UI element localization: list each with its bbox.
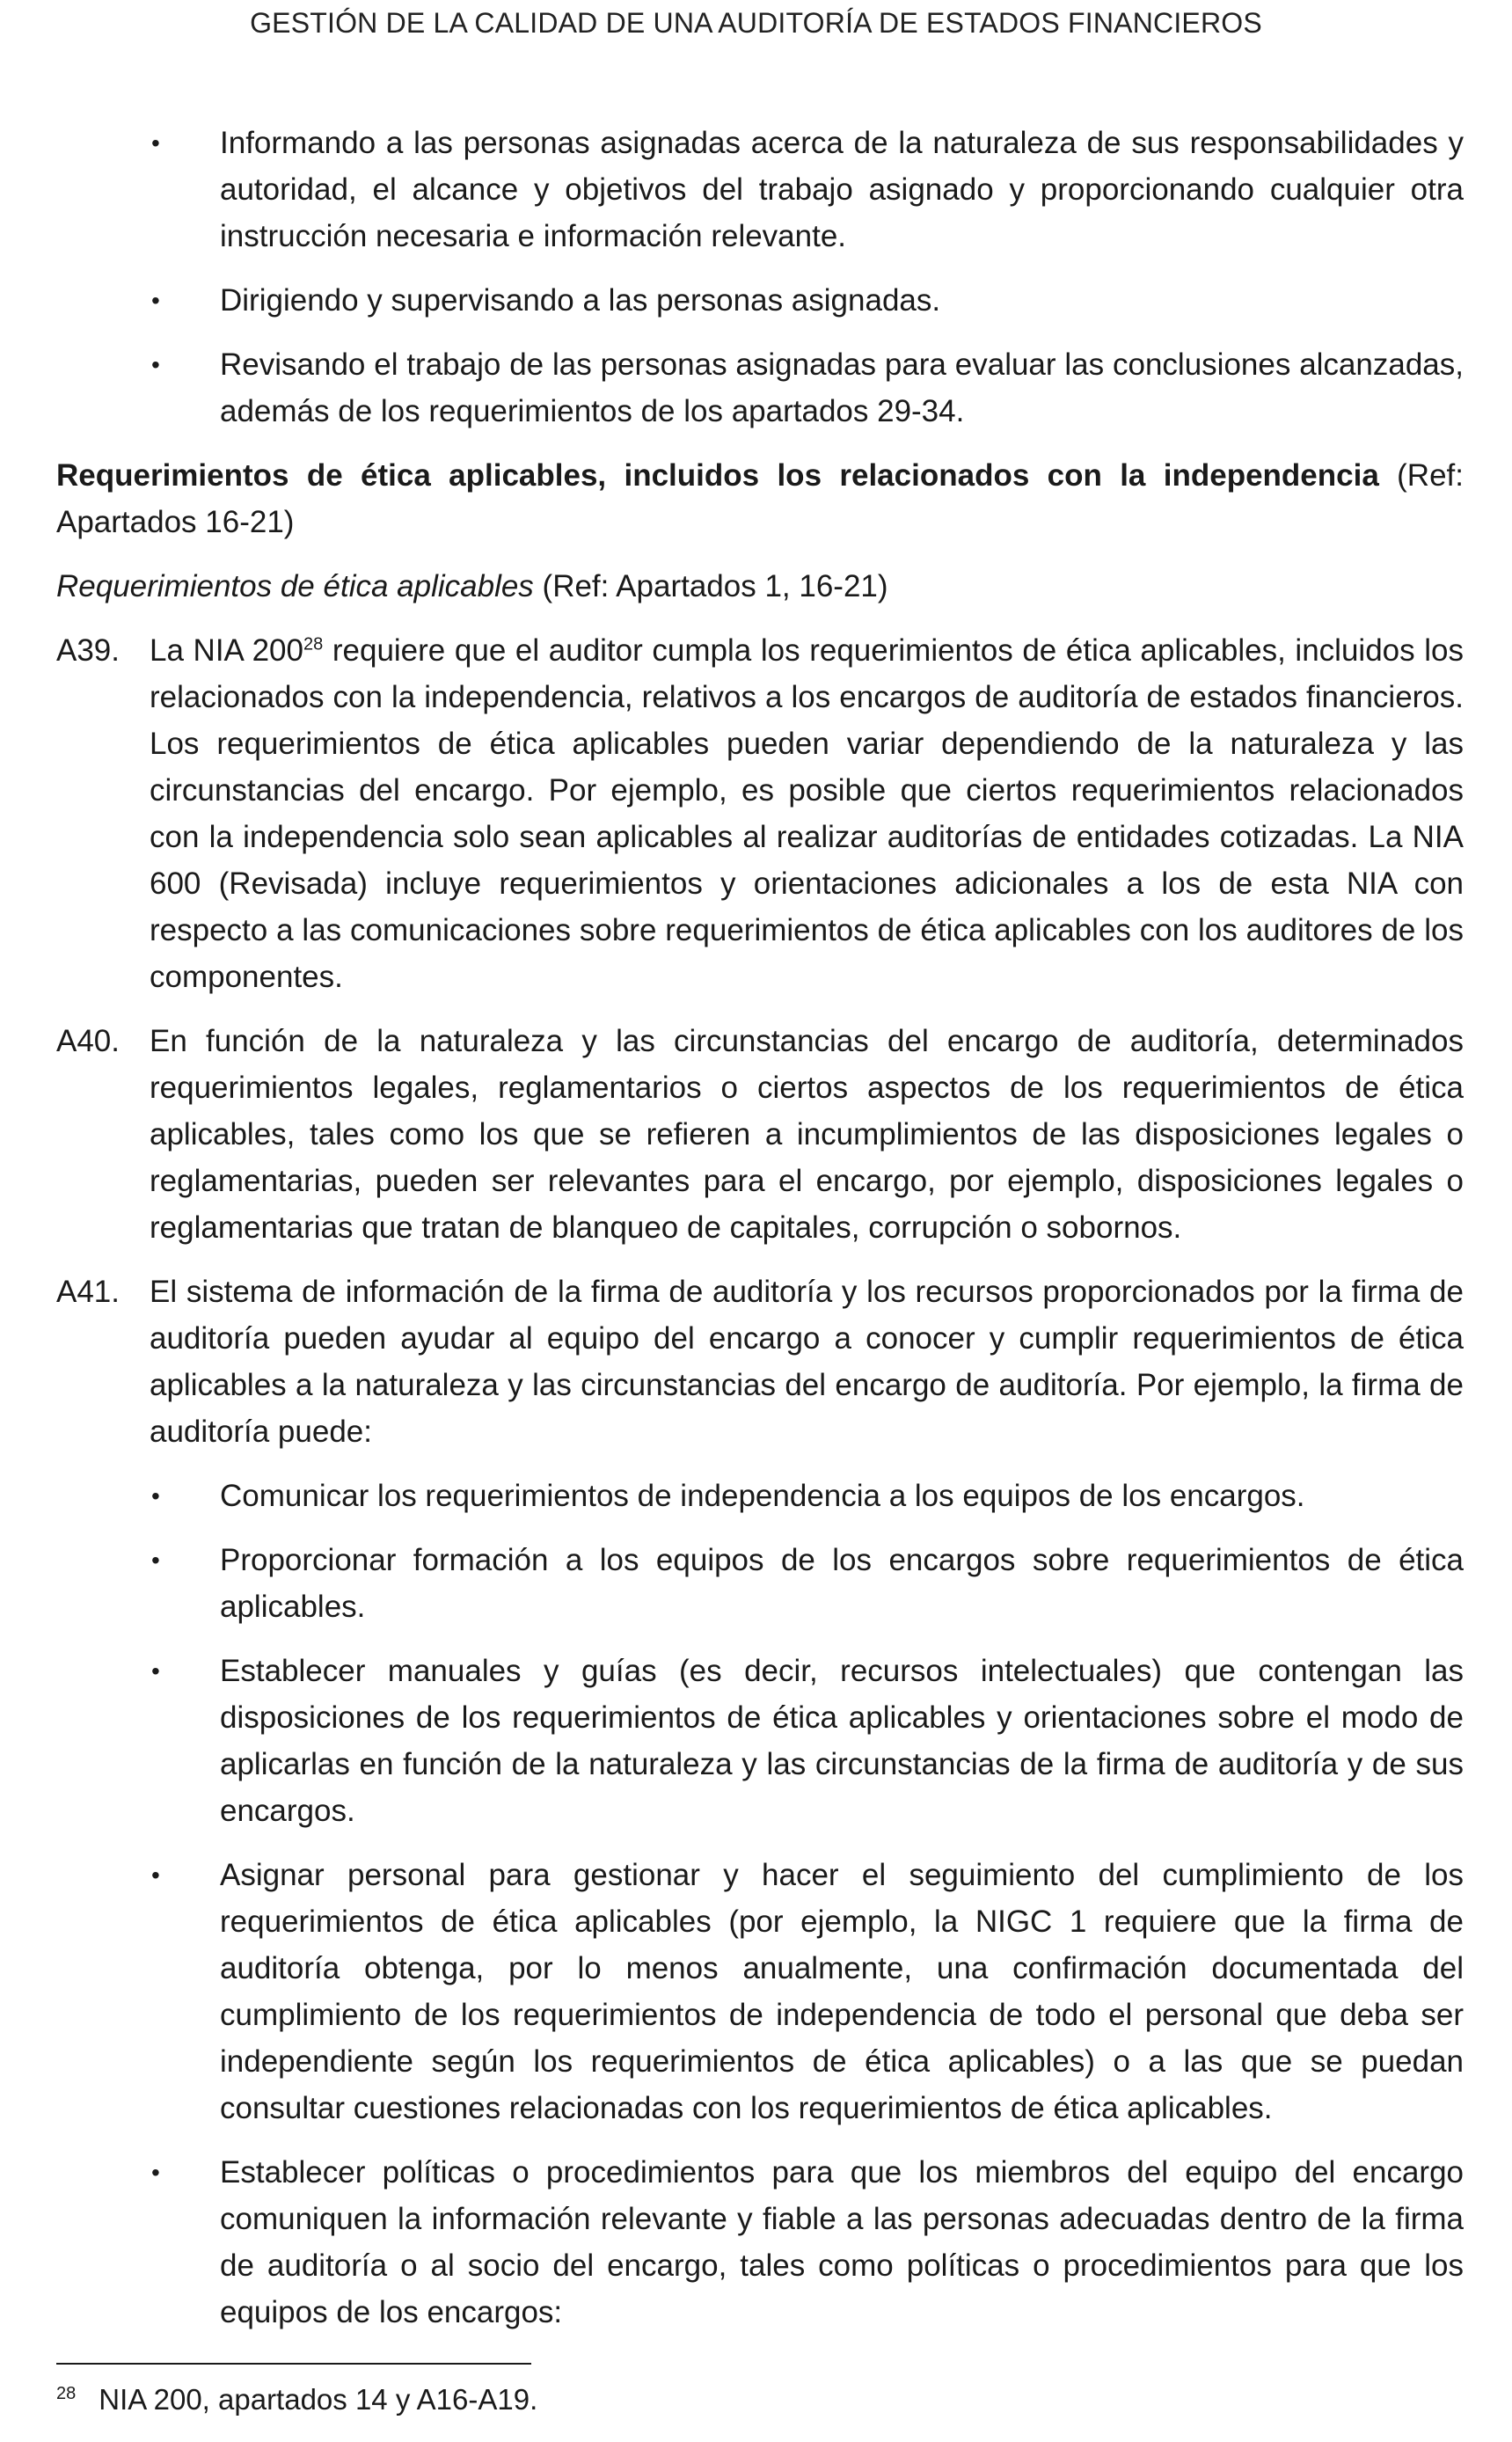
subsection-heading-title: Requerimientos de ética aplicables [56,569,534,603]
page-body [56,120,1464,2353]
paragraph-text-rest: requiere que el auditor cumpla los requerimientos de ética aplicables, incluidos los relacionados con la independencia, relativos a los encargos de auditoría de estados financieros. Los requerimientos de ética aplicables pueden variar dependiendo de la naturaleza y las circunstancias del encargo. Por ejemplo, es posible que ciertos requerimientos relacionados con la independencia solo sean aplicables al realizar auditorías de entidades cotizadas. La NIA 600 (Revisada) incluye requerimientos y orientaciones adicionales a los de esta NIA con respecto a las comunicaciones sobre requerimientos de ética aplicables con los auditores de los componentes. [150,633,1464,994]
bullet-icon: • [151,2159,160,2186]
section-heading [56,452,1464,545]
bullet-icon: • [151,129,160,157]
list-item [56,120,1464,260]
paragraph-a41 [56,1269,1464,1455]
list-item [56,1537,1464,1630]
footnote-divider [56,2363,531,2365]
list-item [56,277,1464,324]
list-item-text: Establecer políticas o procedimientos para que los miembros del equipo del encargo comuniquen la información relevante y fiable a las personas adecuadas dentro de la firma de auditoría o al socio del encargo, tales como políticas o procedimientos para que los equipos de los encargos: [220,2155,1464,2329]
list-item [56,1473,1464,1519]
paragraph-a39 [56,627,1464,1000]
bullet-icon: • [151,1657,160,1685]
list-item-text: Proporcionar formación a los equipos de los encargos sobre requerimientos de ética aplicables. [220,1543,1464,1624]
subsection-heading-ref: (Ref: Apartados 1, 16-21) [533,569,888,603]
paragraph-number: A39. [56,633,120,668]
list-item [56,1852,1464,2131]
list-item-text: Comunicar los requerimientos de independencia a los equipos de los encargos. [220,1479,1305,1513]
paragraph-number: A40. [56,1024,120,1058]
paragraph-text: En función de la naturaleza y las circunstancias del encargo de auditoría, determinados requerimientos legales, reglamentarios o ciertos aspectos de los requerimientos de ética aplicables, tales como los que se refieren a incumplimientos de las disposiciones legales o reglamentarias, pueden ser relevantes para el encargo, por ejemplo, disposiciones legales o reglamentarias que tratan de blanqueo de capitales, corrupción o sobornos. [150,1024,1464,1245]
footnote-number: 28 [56,2384,77,2403]
paragraph-text-start: La NIA 200 [150,633,303,668]
paragraph-a40 [56,1018,1464,1251]
bullet-icon: • [151,1546,160,1574]
bullet-icon: • [151,1482,160,1510]
footnote-reference[interactable]: 28 [303,634,324,654]
paragraph-number: A41. [56,1275,120,1309]
running-header: GESTIÓN DE LA CALIDAD DE UNA AUDITORÍA DE ESTADOS FINANCIEROS [250,7,1262,39]
bullet-icon: • [151,287,160,314]
subsection-heading [56,563,1464,610]
list-item-text: Dirigiendo y supervisando a las personas asignadas. [220,283,941,318]
intro-bullet-list [56,120,1464,435]
list-item [56,2149,1464,2336]
a41-bullet-list [56,1473,1464,2336]
list-item-text: Asignar personal para gestionar y hacer el seguimiento del cumplimiento de los requerimientos de ética aplicables (por ejemplo, la NIGC 1 requiere que la firma de auditoría obtenga, por lo menos anualmente, una confirmación documentada del cumplimiento de los requerimientos de independencia de todo el personal que deba ser independiente según los requerimientos de ética aplicables) o a las que se puedan consultar cuestiones relacionadas con los requerimientos de ética aplicables. [220,1858,1464,2125]
section-heading-title: Requerimientos de ética aplicables, incluidos los relacionados con la independencia [56,458,1379,493]
bullet-icon: • [151,1861,160,1889]
list-item [56,1648,1464,1834]
bullet-icon: • [151,351,160,378]
list-item-text: Revisando el trabajo de las personas asignadas para evaluar las conclusiones alcanzadas, además de los requerimientos de los apartados 29-34. [220,347,1464,428]
footnote-text: NIA 200, apartados 14 y A16-A19. [99,2383,538,2416]
list-item-text: Informando a las personas asignadas acerca de la naturaleza de sus responsabilidades y autoridad, el alcance y objetivos del trabajo asignado y proporcionando cualquier otra instrucción necesaria e información relevante. [220,126,1464,253]
footnote [56,2380,537,2419]
paragraph-text: El sistema de información de la firma de auditoría y los recursos proporcionados por la firma de auditoría pueden ayudar al equipo del encargo a conocer y cumplir requerimientos de ética aplicables a la naturaleza y las circunstancias del encargo de auditoría. Por ejemplo, la firma de auditoría puede: [150,1275,1464,1449]
section-heading-ref: (Ref: Apartados 16-21) [56,458,1464,539]
list-item-text: Establecer manuales y guías (es decir, recursos intelectuales) que contengan las disposiciones de los requerimientos de ética aplicables y orientaciones sobre el modo de aplicarlas en función de la naturaleza y las circunstancias de la firma de auditoría y de sus encargos. [220,1654,1464,1828]
list-item [56,341,1464,435]
